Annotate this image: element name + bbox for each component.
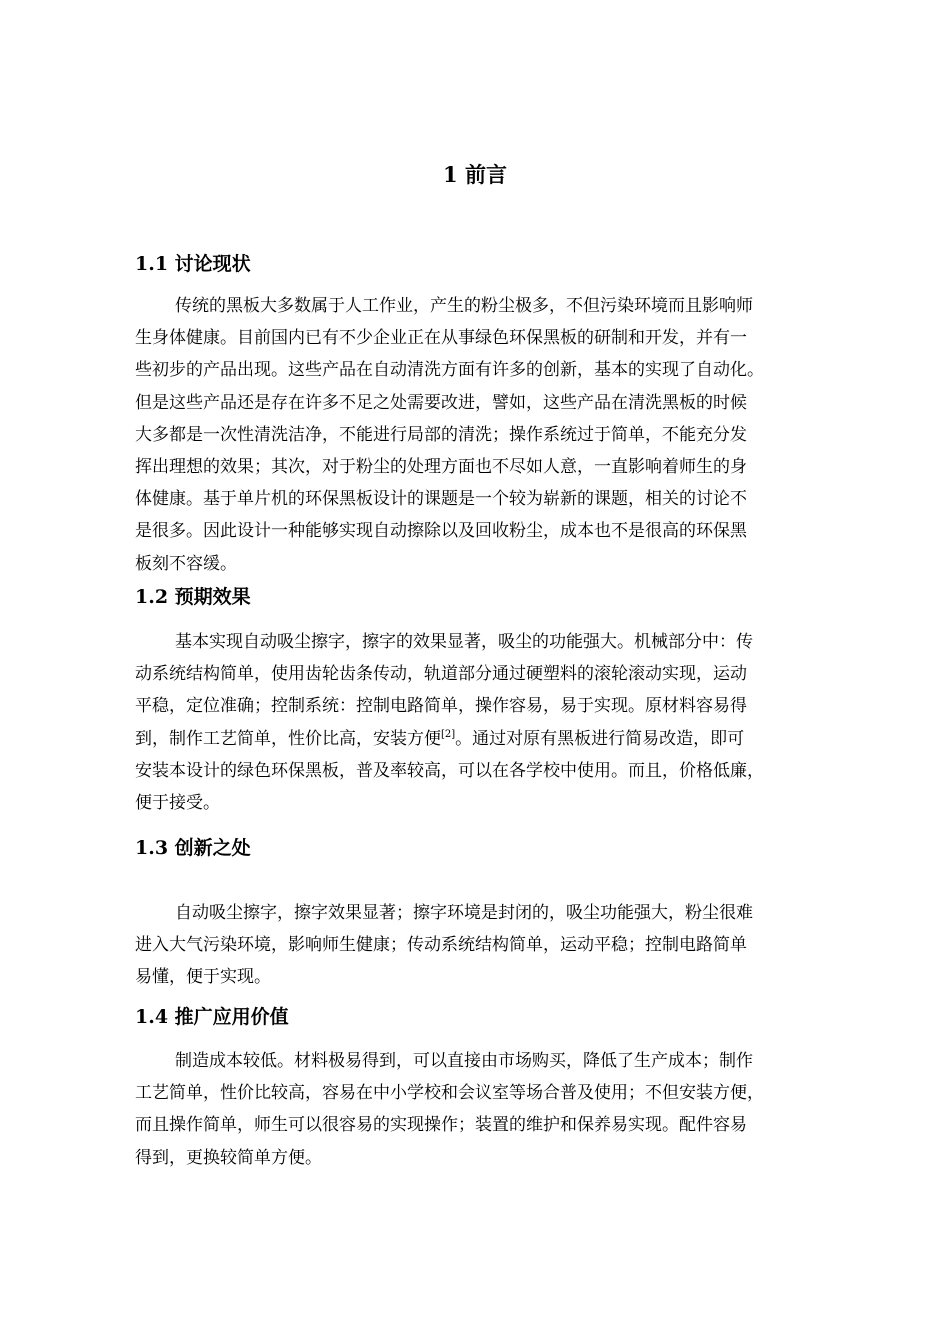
- paragraph-line-tail: 。通过对原有黑板进行简易改造，即可: [455, 728, 745, 749]
- paragraph-line-with-citation: [135, 723, 850, 755]
- paragraph-line: 传统的黑板大多数属于人工作业，产生的粉尘极多，不但污染环境而且影响师: [175, 296, 753, 316]
- section-heading-1-2: 1.2 预期效果: [135, 586, 251, 608]
- paragraph-line: 是很多。因此设计一种能够实现自动擦除以及回收粉尘，成本也不是很高的环保黑: [135, 521, 747, 542]
- paragraph-line: 平稳，定位准确；控制系统：控制电路简单，操作容易，易于实现。原材料容易得: [135, 696, 747, 717]
- paragraph-line: 工艺简单，性价比较高，容易在中小学校和会议室等场合普及使用；不但安装方便，: [135, 1083, 764, 1104]
- section-body-1-3: [135, 897, 850, 994]
- paragraph-line: 基本实现自动吸尘擦字，擦字的效果显著，吸尘的功能强大。机械部分中：传: [175, 632, 753, 652]
- paragraph-line: 动系统结构简单，使用齿轮齿条传动，轨道部分通过硬塑料的滚轮滚动实现，运动: [135, 664, 747, 685]
- paragraph-line: 而且操作简单，师生可以很容易的实现操作；装置的维护和保养易实现。配件容易: [135, 1115, 747, 1136]
- paragraph-line: 大多都是一次性清洗洁净，不能进行局部的清洗；操作系统过于简单，不能充分发: [135, 424, 747, 445]
- paragraph-line: 进入大气污染环境，影响师生健康；传动系统结构简单，运动平稳；控制电路简单: [135, 935, 747, 956]
- paragraph-line: 挥出理想的效果；其次，对于粉尘的处理方面也不尽如人意，一直影响着师生的身: [135, 456, 747, 477]
- section-heading-1-3: 1.3 创新之处: [135, 837, 251, 859]
- section-heading-1-1: 1.1 讨论现状: [135, 253, 251, 275]
- section-body-1-4: [135, 1045, 850, 1174]
- paragraph-line: 制造成本较低。材料极易得到，可以直接由市场购买，降低了生产成本；制作: [175, 1051, 753, 1071]
- paragraph-line: 安装本设计的绿色环保黑板，普及率较高，可以在各学校中使用。而且，价格低廉，: [135, 760, 764, 781]
- paragraph-line: 些初步的产品出现。这些产品在自动清洗方面有许多的创新，基本的实现了自动化。: [135, 360, 764, 381]
- paragraph-line: 板刻不容缓。: [135, 553, 237, 574]
- paragraph-line: 体健康。基于单片机的环保黑板设计的课题是一个较为崭新的课题，相关的讨论不: [135, 489, 747, 510]
- paragraph-line: 便于接受。: [135, 792, 220, 813]
- paragraph-line: 易懂，便于实现。: [135, 967, 271, 988]
- paragraph-line: 但是这些产品还是存在许多不足之处需要改进，譬如，这些产品在清洗黑板的时候: [135, 392, 747, 413]
- citation-reference: [2]: [441, 728, 456, 740]
- paragraph-line: 生身体健康。目前国内已有不少企业正在从事绿色环保黑板的研制和开发，并有一: [135, 328, 747, 349]
- section-body-1-2: [135, 626, 850, 819]
- section-heading-1-4: 1.4 推广应用价值: [135, 1006, 289, 1028]
- paragraph-line: 得到，更换较简单方便。: [135, 1147, 322, 1168]
- chapter-title: 1 前言: [443, 162, 507, 187]
- paragraph-line: 自动吸尘擦字，擦字效果显著；擦字环境是封闭的，吸尘功能强大，粉尘很难: [175, 903, 753, 923]
- paragraph-line-head: 到，制作工艺简单，性价比高，安装方便: [135, 728, 441, 749]
- section-body-1-1: [135, 290, 850, 580]
